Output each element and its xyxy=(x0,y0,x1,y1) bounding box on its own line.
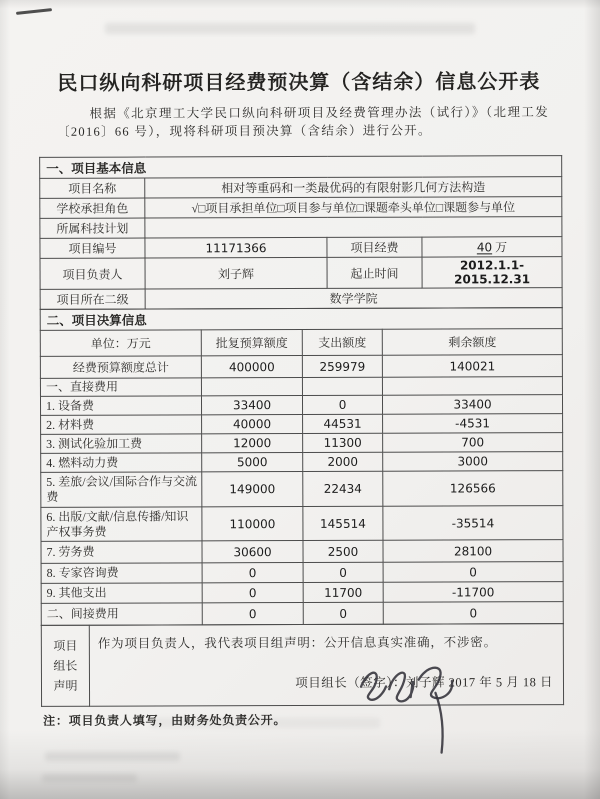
row-value: 3000 xyxy=(383,452,563,472)
column-header-spent: 支出额度 xyxy=(302,329,382,355)
table-row xyxy=(40,377,562,397)
row-value: 30600 xyxy=(202,540,303,562)
project-name-value: 相对等重码和一类最优码的有限射影几何方法构造 xyxy=(145,177,562,198)
row-value: 33400 xyxy=(382,395,562,415)
row-value: 33400 xyxy=(201,395,302,414)
row-value: 0 xyxy=(303,562,383,582)
row-value: -11700 xyxy=(383,582,563,603)
row-value: 11300 xyxy=(303,433,383,452)
row-value xyxy=(201,377,302,395)
fund-unit: 万 xyxy=(495,240,508,255)
row-value: 40000 xyxy=(202,414,303,433)
leader-value: 刘子辉 xyxy=(145,257,327,289)
leader-label: 项目负责人 xyxy=(40,258,145,289)
declaration-content xyxy=(89,624,563,707)
plan-value xyxy=(145,217,562,238)
column-header-approved: 批复预算额度 xyxy=(201,329,302,355)
school-value: 数学学院 xyxy=(145,288,562,309)
row-value: 0 xyxy=(302,395,382,414)
declaration-table xyxy=(41,623,564,707)
table-row xyxy=(41,414,563,435)
basic-info-table xyxy=(39,155,563,310)
declaration-label xyxy=(41,625,89,706)
period-label: 起止时间 xyxy=(327,257,422,288)
row-value: 44531 xyxy=(303,414,383,433)
row-value: 28100 xyxy=(383,540,563,563)
row-label: 2. 材料费 xyxy=(41,415,202,435)
plan-label: 所属科技计划 xyxy=(40,218,145,238)
section-1-title: 一、项目基本信息 xyxy=(40,156,562,179)
row-value: 11700 xyxy=(303,582,383,602)
fund-label: 项目经费 xyxy=(327,237,422,257)
row-value: 400000 xyxy=(201,355,302,377)
table-row xyxy=(40,355,562,379)
school-label: 项目所在二级 xyxy=(40,289,145,309)
table-row xyxy=(41,582,563,604)
unit-header: 单位：万元 xyxy=(40,330,201,357)
declaration-sign-line: 项目组长（签字）：刘子辉 2017 年 5 月 18 日 xyxy=(295,675,554,691)
row-value: 110000 xyxy=(202,506,303,540)
row-label: 3. 测试化验加工费 xyxy=(41,434,202,454)
row-value: 149000 xyxy=(202,471,303,506)
table-row xyxy=(41,471,563,508)
table-row xyxy=(41,562,563,584)
budget-table xyxy=(40,307,564,626)
row-value: 0 xyxy=(202,582,303,602)
section-2-title: 二、项目决算信息 xyxy=(40,308,562,331)
declaration-label-line: 组长 xyxy=(53,658,78,673)
row-label: 一、直接费用 xyxy=(40,378,201,397)
row-value: 140021 xyxy=(382,355,562,378)
row-value: -35514 xyxy=(383,506,563,541)
row-value xyxy=(302,377,382,395)
row-value: 259979 xyxy=(302,355,382,377)
row-value: 12000 xyxy=(202,433,303,452)
table-row xyxy=(40,395,562,416)
row-value: 0 xyxy=(303,602,383,624)
row-label: 8. 专家咨询费 xyxy=(41,563,202,584)
row-value: 126566 xyxy=(383,471,563,507)
row-label: 1. 设备费 xyxy=(40,396,201,416)
fund-amount: 40 xyxy=(476,240,493,255)
page-title: 民口纵向科研项目经费预决算（含结余）信息公开表 xyxy=(57,71,541,95)
row-value xyxy=(382,377,562,396)
table-row xyxy=(41,540,563,564)
column-header-remaining: 剩余额度 xyxy=(382,329,562,356)
row-label: 6. 出版/文献/信息传播/知识产权事务费 xyxy=(41,507,202,542)
fund-value xyxy=(422,237,562,257)
row-label: 9. 其他支出 xyxy=(41,583,202,604)
row-label: 5. 差旅/会议/国际合作与交流费 xyxy=(41,472,202,508)
row-value: 0 xyxy=(383,602,563,625)
project-number-label: 项目编号 xyxy=(40,238,145,258)
row-value: 700 xyxy=(383,433,563,453)
role-label: 学校承担角色 xyxy=(40,198,145,218)
declaration-statement: 作为项目负责人，我代表项目组声明：公开信息真实准确，不涉密。 xyxy=(97,635,497,651)
role-value: √□项目承担单位□项目参与单位□课题牵头单位□课题参与单位 xyxy=(145,197,562,218)
row-value: 145514 xyxy=(303,506,383,540)
row-value: 2000 xyxy=(303,452,383,471)
declaration-label-line: 声明 xyxy=(53,678,78,693)
table-row xyxy=(41,602,563,626)
handwritten-signature xyxy=(353,647,473,761)
project-name-label: 项目名称 xyxy=(40,178,145,198)
table-row xyxy=(41,506,563,542)
table-row xyxy=(41,433,563,454)
row-value: -4531 xyxy=(383,414,563,434)
intro-paragraph: 根据《北京理工大学民口纵向科研项目及经费管理办法（试行）》（北理工发〔2016〕66 号），现将科研项目预决算（含结余）进行公开。 xyxy=(57,105,550,139)
row-value: 0 xyxy=(383,562,563,583)
footer-note: 注：项目负责人填写，由财务处负责公开。 xyxy=(43,713,287,728)
row-value: 0 xyxy=(202,602,303,624)
period-value: 2012.1.1-2015.12.31 xyxy=(422,257,562,288)
row-value: 2500 xyxy=(303,540,383,562)
row-label: 4. 燃料动力费 xyxy=(41,453,202,473)
project-number-value: 11171366 xyxy=(145,237,327,258)
row-value: 0 xyxy=(202,562,303,582)
form-table xyxy=(39,155,563,707)
row-value: 22434 xyxy=(303,471,383,506)
table-row xyxy=(41,452,563,473)
row-value: 5000 xyxy=(202,452,303,471)
row-label: 经费预算额度总计 xyxy=(40,356,201,379)
declaration-label-line: 项目 xyxy=(53,638,78,653)
row-label: 二、间接费用 xyxy=(41,603,202,626)
row-label: 7. 劳务费 xyxy=(41,541,202,564)
